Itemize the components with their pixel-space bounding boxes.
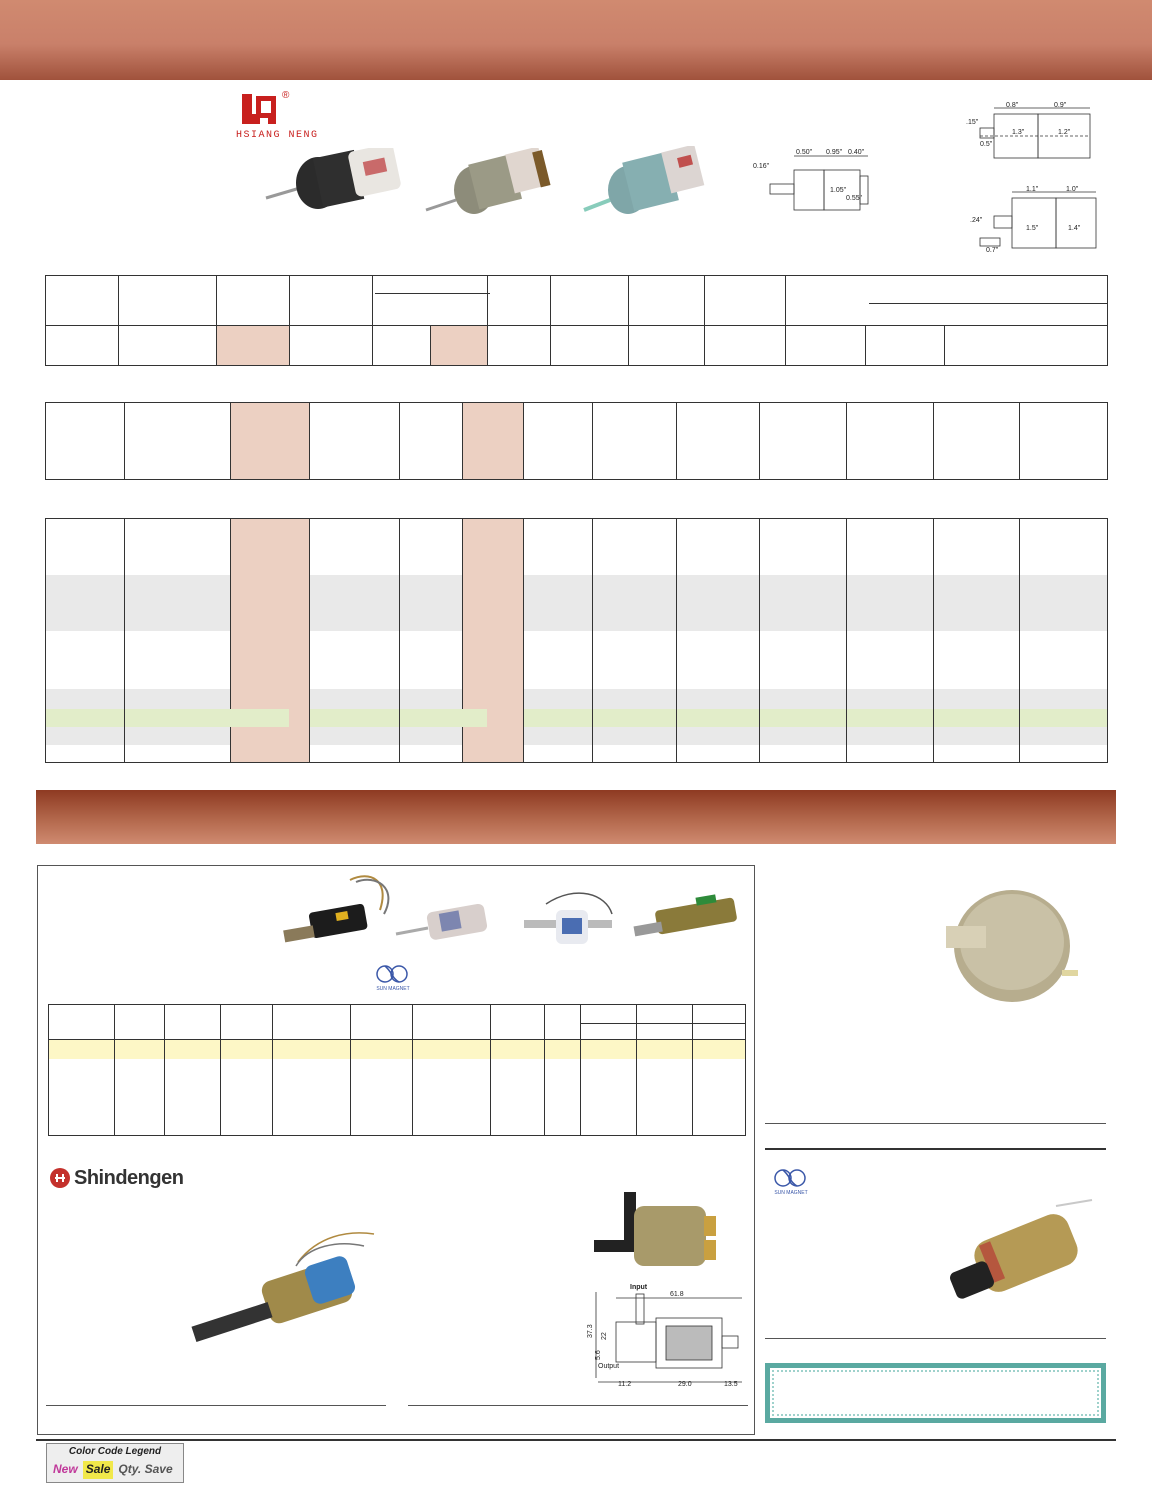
dimension-drawing-top <box>964 100 1114 170</box>
solenoid-table-divider <box>49 1039 745 1040</box>
top-banner <box>0 0 1152 80</box>
teal-info-box <box>765 1363 1106 1423</box>
solenoid-photo-2 <box>392 890 502 950</box>
legend-new: New <box>53 1462 78 1476</box>
right-divider-1 <box>765 1123 1106 1124</box>
dimension-drawing-bottom <box>964 186 1114 256</box>
panel-divider-left <box>46 1405 386 1406</box>
dim-small-4: 0.40" <box>848 149 865 156</box>
pump-input-label: Input <box>630 1284 648 1291</box>
dim-top-3: 0.9" <box>1054 102 1067 109</box>
right-divider-2 <box>765 1148 1106 1150</box>
pump-dim-length: 61.8 <box>670 1291 684 1298</box>
gear-motor-photo-3 <box>578 146 718 218</box>
motor-dimension-drawing <box>752 146 892 216</box>
table-row <box>46 403 1107 479</box>
registered-mark: ® <box>282 90 290 101</box>
legend-sale: Sale <box>83 1461 114 1479</box>
table-row <box>46 325 1107 365</box>
dim-top-4: 0.5" <box>980 141 993 148</box>
table-1-header-row <box>46 276 1107 325</box>
table-row <box>49 1005 745 1135</box>
shindengen-mark-icon <box>50 1168 70 1188</box>
solenoid-photo-1 <box>280 870 410 950</box>
dim-small-2: 0.50" <box>796 149 813 156</box>
sun-magnet-wordmark: SUN MAGNET <box>376 986 410 992</box>
solenoid-photo-4 <box>626 892 746 948</box>
dim-top-5: 1.3" <box>1012 129 1025 136</box>
pump-dimension-drawing <box>586 1282 750 1394</box>
legend-title: Color Code Legend <box>68 1446 162 1457</box>
hsiang-neng-mark-icon <box>240 92 278 126</box>
hsiang-neng-wordmark: HSIANG NENG <box>236 130 319 141</box>
gear-motor-photo-2 <box>420 148 560 218</box>
section-banner <box>36 790 1116 844</box>
dim-bot-2: 1.1" <box>1026 186 1039 193</box>
table-1-subheader-line-2 <box>869 303 1107 304</box>
dim-bot-4: 0.7" <box>986 247 999 254</box>
dim-top-6: 1.2" <box>1058 129 1071 136</box>
shindengen-wordmark: Shindengen <box>74 1166 184 1189</box>
dim-bot-3: 1.0" <box>1066 186 1079 193</box>
shindengen-logo <box>50 1167 183 1189</box>
table-3-new-price-cell-2 <box>430 709 487 727</box>
gear-motor-photo-1 <box>260 148 410 218</box>
gear-motor-table-2 <box>45 402 1108 480</box>
pump-dim-5: 29.0 <box>678 1381 692 1388</box>
solenoid-photo-3 <box>516 884 622 950</box>
dim-bot-1: .24" <box>970 217 983 224</box>
color-code-legend <box>46 1443 184 1483</box>
pump-dim-3: 5.6 <box>595 1350 602 1360</box>
solenoid-table-subheader-line <box>581 1023 745 1024</box>
page-bottom-rule <box>36 1439 1116 1441</box>
table-1-divider <box>46 325 1107 326</box>
pump-dim-height: 37.3 <box>587 1324 594 1338</box>
table-3-new-price-cell <box>216 709 289 727</box>
dim-bot-6: 1.4" <box>1068 225 1081 232</box>
table-1-subheader-line <box>375 293 490 294</box>
solenoid-table <box>48 1004 746 1136</box>
tubular-solenoid-photo <box>946 1196 1096 1308</box>
dim-bot-5: 1.5" <box>1026 225 1039 232</box>
dim-small-6: 0.55" <box>846 195 863 202</box>
pump-dim-6: 13.5 <box>724 1381 738 1388</box>
legend-qty-save: Qty. Save <box>118 1462 173 1476</box>
pump-dim-2: 22 <box>601 1332 608 1340</box>
sun-magnet-wordmark-right: SUN MAGNET <box>774 1190 808 1196</box>
table-row <box>46 519 1107 762</box>
dim-small-3: 0.95" <box>826 149 843 156</box>
shindengen-solenoid-photo <box>188 1226 378 1346</box>
sun-magnet-logo <box>370 962 416 992</box>
pump-dim-4: 11.2 <box>618 1381 632 1388</box>
pump-photo <box>594 1182 744 1272</box>
hsiang-neng-logo <box>236 90 319 148</box>
gear-motor-table-3 <box>45 518 1108 763</box>
dim-small-1: 0.16" <box>753 163 770 170</box>
legend-items <box>51 1461 175 1479</box>
panel-divider-right <box>408 1405 748 1406</box>
pump-output-label: Output <box>598 1363 620 1370</box>
gear-motor-table-1 <box>45 275 1108 366</box>
dim-small-5: 1.05" <box>830 187 847 194</box>
sun-magnet-logo-right <box>768 1166 814 1196</box>
synchronous-motor-photo <box>942 884 1082 1014</box>
dim-top-1: .15" <box>966 119 979 126</box>
right-divider-3 <box>765 1338 1106 1339</box>
dim-top-2: 0.8" <box>1006 102 1019 109</box>
